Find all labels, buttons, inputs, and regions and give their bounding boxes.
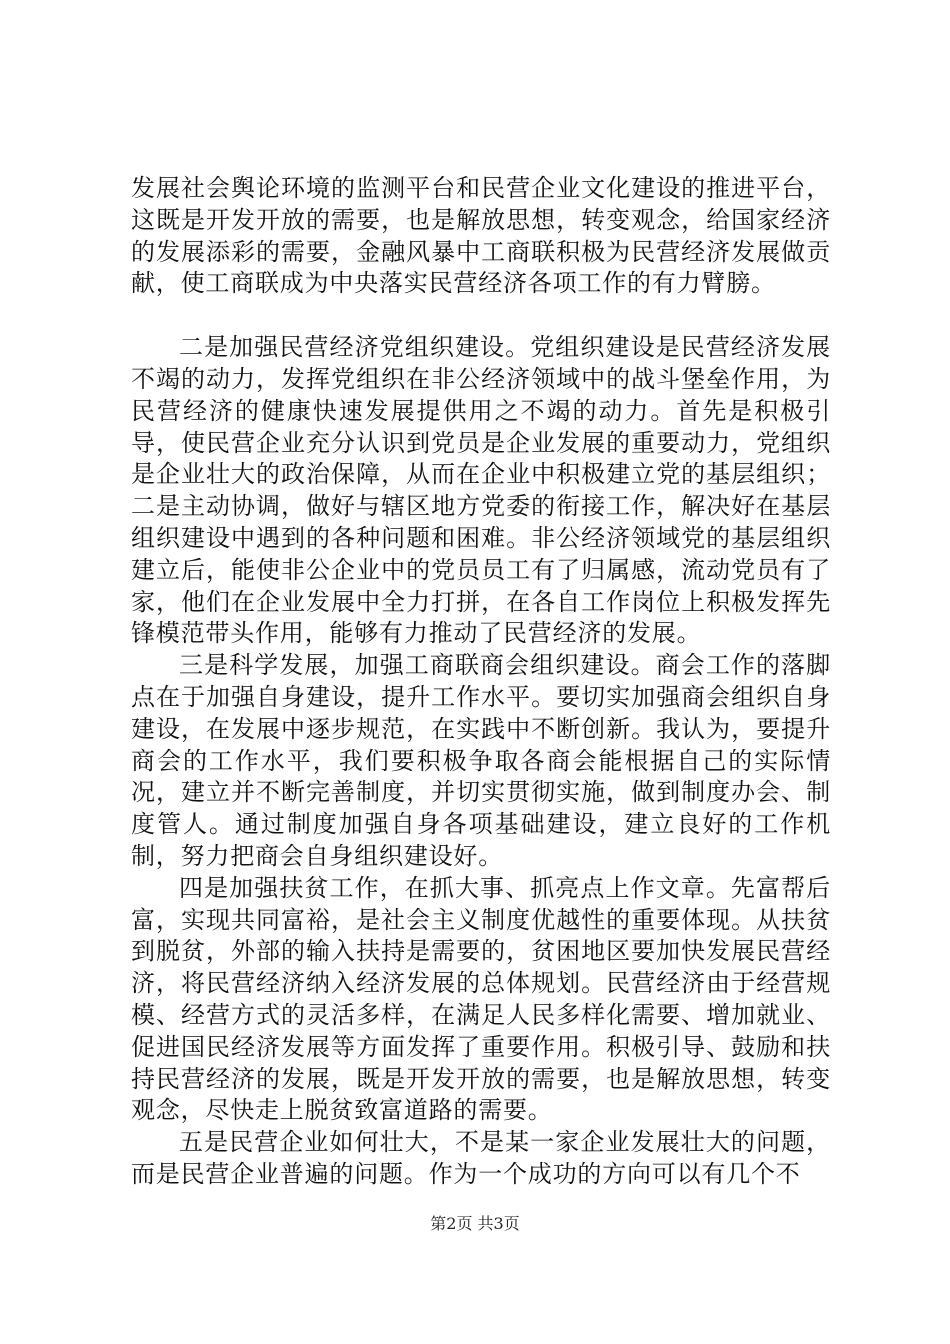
paragraph-poverty-alleviation: 四是加强扶贫工作，在抓大事、抓亮点上作文章。先富帮后富，实现共同富裕，是社会主义制度优越性的重要体现。从扶贫到脱贫，外部的输入扶持是需要的，贫困地区要加快发展民营经济，将民营经济纳入经济发展的总体规划。民营经济由于经营规模、经营方式的灵活多样，在满足人民多样化需要、增加就业、促进国民经济发展等方面发挥了重要作用。积极引导、鼓励和扶持民营经济的发展，既是开发开放的需要，也是解放思想，转变观念，尽快走上脱贫致富道路的需要。 [131,873,831,1125]
paragraph-spacer [131,300,831,332]
paragraph-enterprise-growth: 五是民营企业如何壮大，不是某一家企业发展壮大的问题，而是民营企业普遍的问题。作为一个成功的方向可以有几个不 [131,1128,831,1188]
paragraph-chamber-of-commerce: 三是科学发展，加强工商联商会组织建设。商会工作的落脚点在于加强自身建设，提升工作水平。要切实加强商会组织自身建设，在发展中逐步规范，在实践中不断创新。我认为，要提升商会的工作水平，我们要积极争取各商会能根据自己的实际情况，建立并不断完善制度，并切实贯彻实施，做到制度办会、制度管人。通过制度加强自身各项基础建设，建立良好的工作机制，努力把商会自身组织建设好。 [131,651,831,870]
page-number-footer: 第2页 共3页 [430,1214,520,1233]
document-body [131,173,831,1191]
paragraph-party-organization: 二是加强民营经济党组织建设。党组织建设是民营经济发展不竭的动力，发挥党组织在非公经济领域中的战斗堡垒作用，为民营经济的健康快速发展提供用之不竭的动力。首先是积极引导，使民营企业充分认识到党员是企业发展的重要动力，党组织是企业壮大的政治保障，从而在企业中积极建立党的基层组织；二是主动协调，做好与辖区地方党委的衔接工作，解决好在基层组织建设中遇到的各种问题和困难。非公经济领域党的基层组织建立后，能使非公企业中的党员员工有了归属感，流动党员有了家，他们在企业发展中全力打拼，在各自工作岗位上积极发挥先锋模范带头作用，能够有力推动了民营经济的发展。 [131,333,831,648]
paragraph-continuation: 发展社会舆论环境的监测平台和民营企业文化建设的推进平台，这既是开发开放的需要，也是解放思想，转变观念，给国家经济的发展添彩的需要，金融风暴中工商联积极为民营经济发展做贡献，使工商联成为中央落实民营经济各项工作的有力臂膀。 [131,174,831,298]
